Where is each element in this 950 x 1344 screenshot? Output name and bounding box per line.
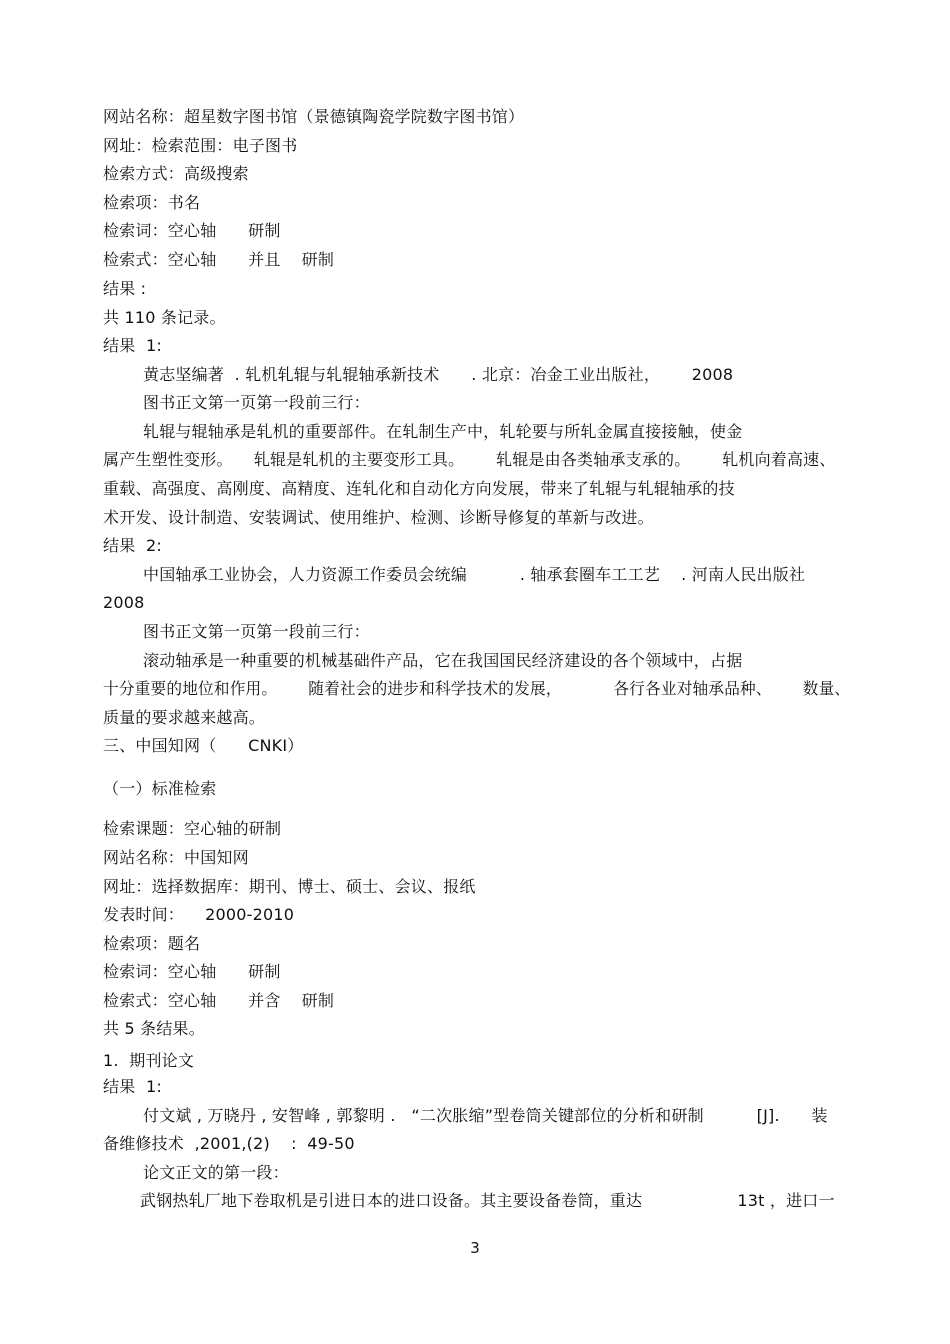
text-line: 检索项：书名 [103,193,201,212]
text-line: 检索式：空心轴 并且 研制 [103,250,335,269]
section-heading: 三、中国知网（ CNKI） [103,736,304,755]
text-line: 检索方式：高级搜索 [103,164,249,183]
text-line: 2008 [103,593,145,612]
text-line: 轧辊与辊轴承是轧机的重要部件。在轧制生产中，轧轮要与所轧金属直接接触，使金 [143,422,743,441]
text-line: 论文正文的第一段： [143,1163,289,1182]
text-line: 发表时间： 2000-2010 [103,905,295,924]
text-line: 检索项：题名 [103,934,201,953]
text-line: 检索式：空心轴 并含 研制 [103,991,335,1010]
text-line: 检索词：空心轴 研制 [103,962,281,981]
text-line: 检索词：空心轴 研制 [103,221,281,240]
text-line: 备维修技术 ,2001,(2) : 49-50 [103,1134,355,1153]
text-line: 网站名称：中国知网 [103,848,249,867]
text-line: 结果 2: [103,536,162,555]
text-line: 质量的要求越来越高。 [103,708,266,727]
text-line: 滚动轴承是一种重要的机械基础件产品，它在我国国民经济建设的各个领域中，占据 [143,651,743,670]
text-line: 共 5 条结果。 [103,1019,205,1038]
text-line: 黄志坚编著 . 轧机轧辊与轧辊轴承新技术 . 北京：冶金工业出版社， 2008 [143,365,734,384]
text-line: 共 110 条记录。 [103,308,226,327]
text-line: 结果 1: [103,336,162,355]
text-line: 图书正文第一页第一段前三行： [143,393,370,412]
text-line: 武钢热轧厂地下卷取机是引进日本的进口设备。其主要设备卷筒，重达 13t ，进口一 [140,1191,835,1210]
text-line: 1. 期刊论文 [103,1051,195,1070]
text-line: 付文斌 , 万晓丹 , 安智峰 , 郭黎明 . “二次胀缩”型卷筒关键部位的分析和研制 [J]. 装 [143,1106,828,1125]
text-line: 中国轴承工业协会，人力资源工作委员会统编 . 轴承套圈车工工艺 . 河南人民出版社 [143,565,806,584]
text-line: 结果 1: [103,1077,162,1096]
text-line: 检索课题：空心轴的研制 [103,819,282,838]
subsection-heading: （一）标准检索 [103,779,217,798]
page-number: 3 [470,1239,480,1257]
text-line: 网址：检索范围：电子图书 [103,136,298,155]
text-line: 图书正文第一页第一段前三行： [143,622,370,641]
text-line: 术开发、设计制造、安装调试、使用维护、检测、诊断导修复的革新与改进。 [103,508,654,527]
text-line: 属产生塑性变形。 轧辊是轧机的主要变形工具。 轧辊是由各类轴承支承的。 轧机向着高速、 [103,450,836,469]
text-line: 结果 : [103,279,147,298]
text-line: 网站名称：超星数字图书馆（景德镇陶瓷学院数字图书馆） [103,107,525,126]
text-line: 网址：选择数据库：期刊、博士、硕士、会议、报纸 [103,877,476,896]
text-line: 重载、高强度、高刚度、高精度、连轧化和自动化方向发展，带来了轧辊与轧辊轴承的技 [103,479,735,498]
text-line: 十分重要的地位和作用。 随着社会的进步和科学技术的发展， 各行各业对轴承品种、 数量、 [103,679,851,698]
